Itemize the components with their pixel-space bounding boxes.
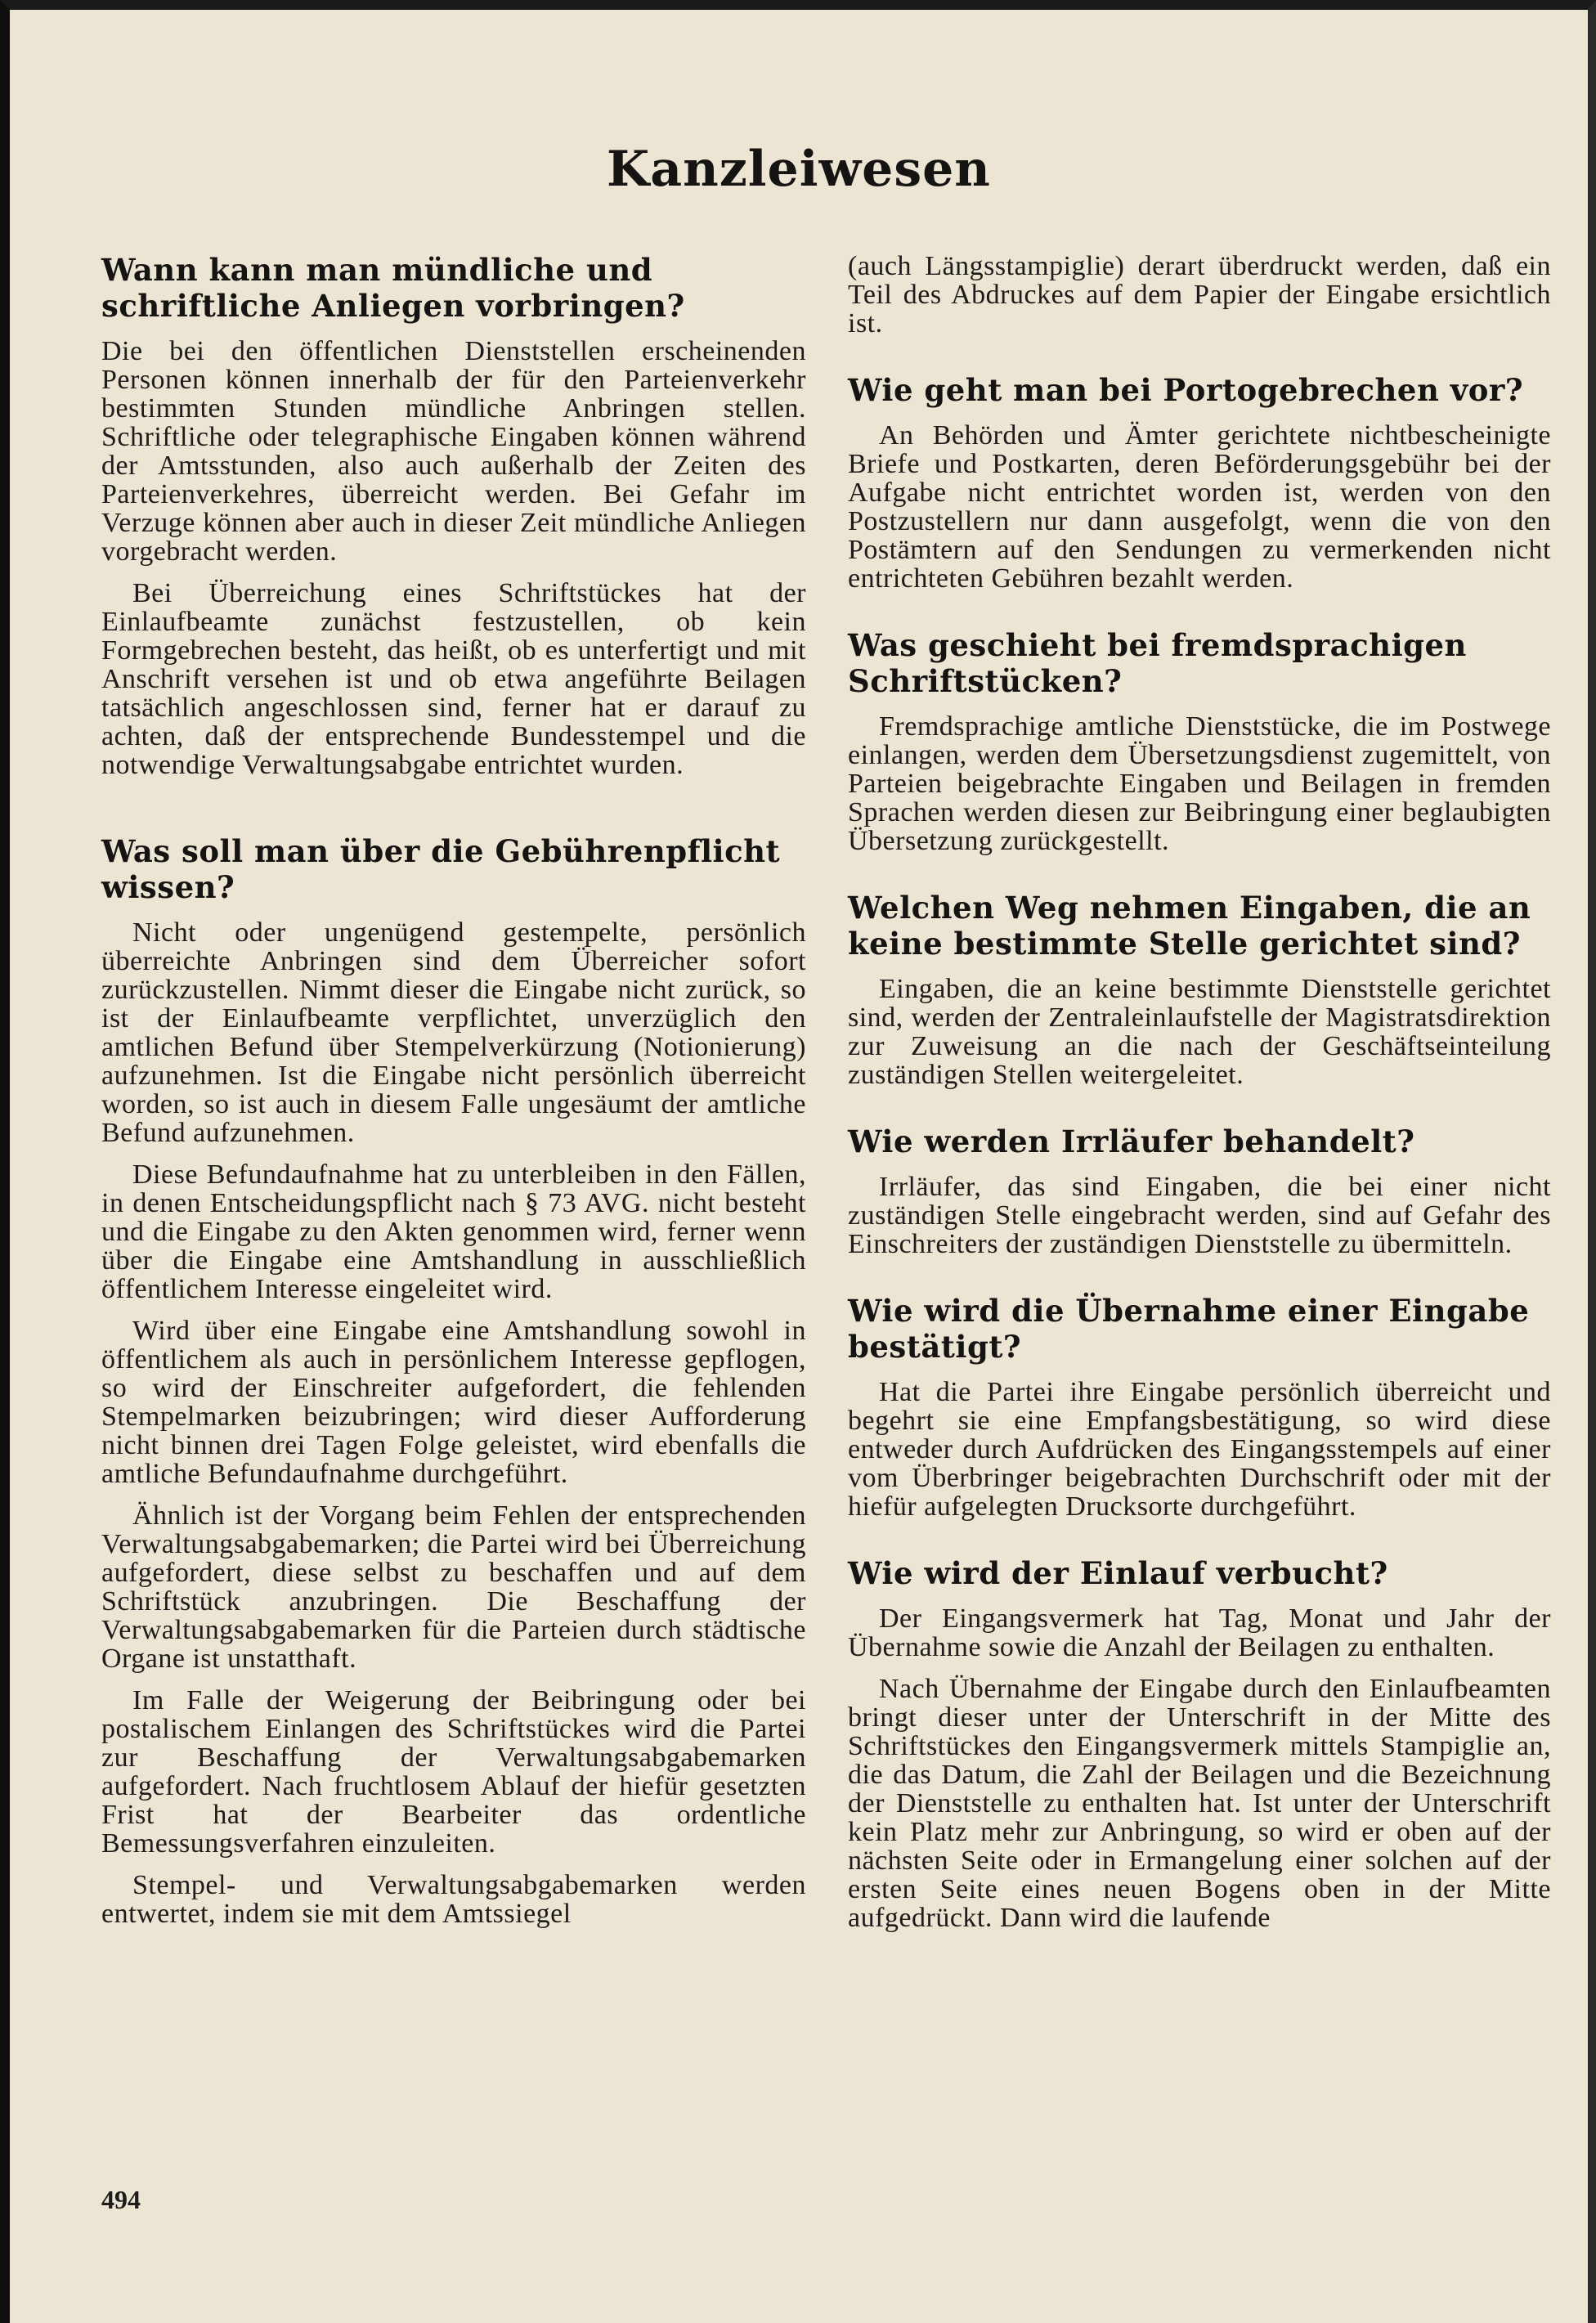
paragraph: Im Falle der Weigerung der Beibringung oder bei postalischem Einlangen des Schriftstückes wird die Partei zur Beschaffung der Verwaltungsabgabemarken aufgefordert. Nach fruchtlosem Ablauf der hiefür gesetzten Frist hat der Bearbeiter das ordentliche Bemessungsverfahren einzuleiten. — [101, 1685, 806, 1859]
paragraph: Eingaben, die an keine bestimmte Dienststelle gerichtet sind, werden der Zentraleinlaufstelle der Magistratsdirektion zur Zuweisung an die nach der Geschäftseinteilung zuständigen Stellen weitergeleitet. — [848, 974, 1551, 1090]
section-heading: Was geschieht bei fremdsprachigen Schriftstücken? — [848, 627, 1467, 699]
paragraph: Ähnlich ist der Vorgang beim Fehlen der entsprechenden Verwaltungsabgabemarken; die Partei wird bei Überreichung aufgefordert, diese selbst zu beschaffen und auf dem Schriftstück anzubringen. Die Beschaffung der Verwaltungsabgabemarken für die Parteien durch städtische Organe ist unstatthaft. — [101, 1500, 806, 1674]
paragraph: (auch Längsstampiglie) derart überdruckt werden, daß ein Teil des Abdruckes auf dem Papier der Eingabe ersichtlich ist. — [848, 251, 1551, 339]
left-column — [101, 252, 806, 1941]
page-number: 494 — [101, 2185, 141, 2214]
section-heading: Wie wird der Einlauf verbucht? — [848, 1555, 1388, 1591]
paragraph: Bei Überreichung eines Schriftstückes hat der Einlaufbeamte zunächst festzustellen, ob kein Formgebrechen besteht, das heißt, ob es unterfertigt und mit Anschrift versehen ist und ob etwa angeführte Beilagen tatsächlich angeschlossen sind, ferner hat er darauf zu achten, daß der entsprechende Bundesstempel und die notwendige Verwaltungsabgabe entrichtet wurden. — [101, 578, 806, 780]
paragraph: Irrläufer, das sind Eingaben, die bei einer nicht zuständigen Stelle eingebracht werden, sind auf Gefahr des Einschreiters der zuständigen Dienststelle zu übermitteln. — [848, 1172, 1551, 1259]
section-heading: Wie werden Irrläufer behandelt? — [848, 1123, 1415, 1159]
section-heading: Was soll man über die Gebührenpflicht wissen? — [101, 833, 781, 905]
paragraph: Stempel- und Verwaltungsabgabemarken werden entwertet, indem sie mit dem Amtssiegel — [101, 1870, 806, 1929]
paragraph: Wird über eine Eingabe eine Amtshandlung sowohl in öffentlichem als auch in persönlichem Interesse gepflogen, so wird der Einschreiter aufgefordert, die fehlenden Stempelmarken beizubringen; wird dieser Aufforderung nicht binnen drei Tagen Folge geleistet, wird ebenfalls die amtliche Befundaufnahme durchgeführt. — [101, 1316, 806, 1489]
page-title: Kanzleiwesen — [607, 141, 991, 198]
paragraph: Nach Übernahme der Eingabe durch den Einlaufbeamten bringt dieser unter der Unterschrift in der Mitte des Schriftstückes den Eingangsvermerk mittels Stampiglie an, die das Datum, die Zahl der Beilagen und die Bezeichnung der Dienststelle zu enthalten hat. Ist unter der Unterschrift kein Platz mehr zur Anbringung, so wird er oben auf der nächsten Seite oder in Ermangelung einer solchen auf der ersten Seite eines neuen Bogens oben in der Mitte aufgedrückt. Dann wird die laufende — [848, 1674, 1551, 1933]
section-heading: Wann kann man mündliche und schriftliche Anliegen vorbringen? — [101, 252, 685, 324]
paragraph: Der Eingangsvermerk hat Tag, Monat und Jahr der Übernahme sowie die Anzahl der Beilagen zu enthalten. — [848, 1603, 1551, 1662]
section-heading: Welchen Weg nehmen Eingaben, die an keine bestimmte Stelle gerichtet sind? — [848, 890, 1531, 962]
paragraph: Nicht oder ungenügend gestempelte, persönlich überreichte Anbringen sind dem Überreicher sofort zurückzustellen. Nimmt dieser die Eingabe nicht zurück, so ist der Einlaufbeamte verpflichtet, unverzüglich den amtlichen Befund über Stempelverkürzung (Notionierung) aufzunehmen. Ist die Eingabe nicht persönlich überreicht worden, so ist auch in diesem Falle ungesäumt der amtliche Befund aufzunehmen. — [101, 917, 806, 1148]
section-heading: Wie geht man bei Portogebrechen vor? — [848, 372, 1524, 408]
paragraph: Fremdsprachige amtliche Dienststücke, die im Postwege einlangen, werden dem Übersetzungsdienst zugemittelt, von Parteien beigebrachte Eingaben und Beilagen in fremden Sprachen werden diesen zur Beibringung einer beglaubigten Übersetzung zurückgestellt. — [848, 711, 1551, 856]
right-column — [848, 252, 1551, 1945]
paragraph: Die bei den öffentlichen Dienststellen erscheinenden Personen können innerhalb der für den Parteienverkehr bestimmten Stunden mündliche Anbringen stellen. Schriftliche oder telegraphische Eingaben können während der Amtsstunden, also auch außerhalb der Zeiten des Parteienverkehres, überreicht werden. Bei Gefahr im Verzuge können aber auch in dieser Zeit mündliche Anliegen vorgebracht werden. — [101, 336, 806, 567]
paragraph: An Behörden und Ämter gerichtete nichtbescheinigte Briefe und Postkarten, deren Beförderungsgebühr bei der Aufgabe nicht entrichtet worden ist, werden von den Postzustellern nur dann ausgefolgt, wenn die von den Postämtern auf den Sendungen zu vermerkenden nicht entrichteten Gebühren bezahlt werden. — [848, 420, 1551, 594]
section-heading: Wie wird die Übernahme einer Eingabe bestätigt? — [848, 1293, 1530, 1365]
paragraph: Hat die Partei ihre Eingabe persönlich überreicht und begehrt sie eine Empfangsbestätigung, so wird diese entweder durch Aufdrücken des Eingangsstempels auf einer vom Überbringer beigebrachten Durchschrift oder mit der hiefür aufgelegten Drucksorte durchgeführt. — [848, 1377, 1551, 1522]
paragraph: Diese Befundaufnahme hat zu unterbleiben in den Fällen, in denen Entscheidungspflicht nach § 73 AVG. nicht besteht und die Eingabe zu den Akten genommen wird, ferner wenn über die Eingabe eine Amtshandlung in ausschließlich öffentlichem Interesse eingeleitet wird. — [101, 1159, 806, 1304]
